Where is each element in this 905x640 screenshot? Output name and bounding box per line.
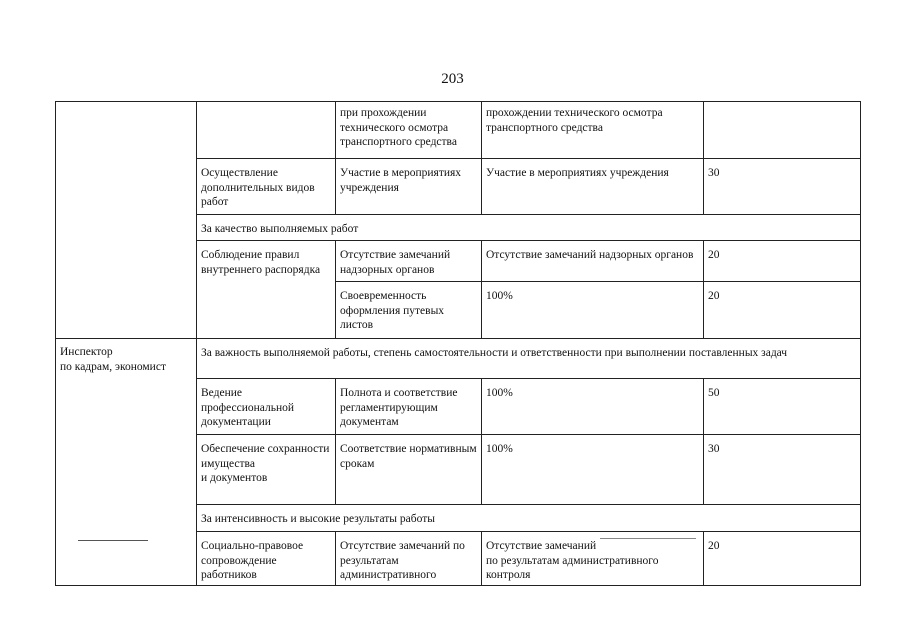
amount-cell: 20	[704, 241, 861, 282]
position-label: Инспектор по кадрам, экономист	[60, 346, 166, 373]
indicator-cell: Ведение профессиональной документации	[197, 379, 336, 435]
criterion-cell: Своевременность оформления путевых листов	[336, 282, 482, 339]
criterion-cell: при прохождении технического осмотра транспортного средства	[336, 102, 482, 159]
indicator-cell: Социально-правовое сопровождение работников	[197, 532, 336, 586]
criterion-cell: Отсутствие замечаний по результатам административного	[336, 532, 482, 586]
scan-line-mark	[78, 540, 148, 541]
amount-cell: 30	[704, 435, 861, 505]
position-cell-empty	[56, 102, 197, 339]
indicator-cell: Осуществление дополнительных видов работ	[197, 159, 336, 215]
criterion-cell: Соответствие нормативным срокам	[336, 435, 482, 505]
amount-cell: 30	[704, 159, 861, 215]
condition-cell: 100%	[482, 282, 704, 339]
category-heading: За интенсивность и высокие результаты работы	[197, 505, 861, 532]
criterion-cell: Отсутствие замечаний надзорных органов	[336, 241, 482, 282]
amount-cell	[704, 102, 861, 159]
condition-cell: Участие в мероприятиях учреждения	[482, 159, 704, 215]
criterion-cell: Участие в мероприятиях учреждения	[336, 159, 482, 215]
amount-cell: 50	[704, 379, 861, 435]
amount-cell: 20	[704, 532, 861, 586]
criterion-cell: Полнота и соответствие регламентирующим документам	[336, 379, 482, 435]
page-number: 203	[441, 71, 464, 87]
condition-cell: Отсутствие замечаний надзорных органов	[482, 241, 704, 282]
condition-cell: 100%	[482, 379, 704, 435]
position-cell	[56, 339, 197, 586]
indicator-cell: Обеспечение сохранности имущества и документов	[197, 435, 336, 505]
table-row	[56, 102, 861, 159]
category-heading: За важность выполняемой работы, степень самостоятельности и ответственности при выполнении поставленных задач	[197, 339, 861, 379]
bonus-criteria-table	[55, 101, 861, 586]
condition-cell: Отсутствие замечаний по результатам административного контроля	[482, 532, 704, 586]
scan-line-mark	[600, 538, 696, 539]
amount-cell: 20	[704, 282, 861, 339]
indicator-cell	[197, 102, 336, 159]
condition-cell: 100%	[482, 435, 704, 505]
condition-cell: прохождении технического осмотра транспортного средства	[482, 102, 704, 159]
category-heading: За качество выполняемых работ	[197, 215, 861, 241]
category-row	[56, 339, 861, 379]
indicator-cell: Соблюдение правил внутреннего распорядка	[197, 241, 336, 339]
